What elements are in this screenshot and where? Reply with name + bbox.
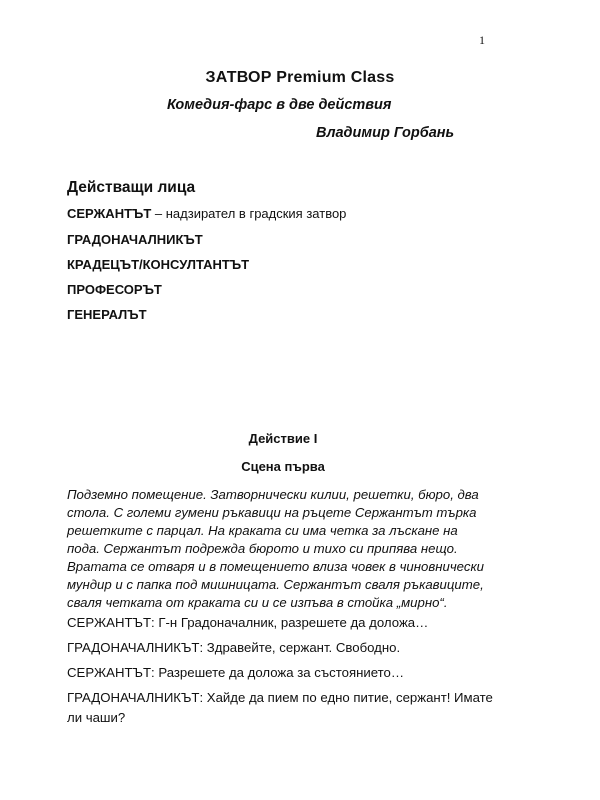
stage-direction (67, 486, 532, 612)
dialogue-line (67, 638, 537, 658)
cast-item (67, 307, 147, 322)
dialogue-line (67, 688, 537, 728)
cast-item (67, 206, 346, 221)
character-name: ГЕНЕРАЛЪТ (67, 307, 147, 322)
character-name: КРАДЕЦЪТ/КОНСУЛТАНТЪТ (67, 257, 250, 272)
cast-item (67, 257, 249, 272)
dialogue-line (67, 613, 537, 633)
dialogue-text: ли чаши? (67, 710, 126, 725)
play-subtitle: Комедия-фарс в две действия (167, 97, 392, 113)
stage-direction-line: решетките с парцал. На краката си има четка за лъскане на (67, 523, 458, 538)
cast-heading: Действащи лица (67, 179, 196, 196)
stage-direction-line: Подземно помещение. Затворнически килии, решетки, бюро, два (67, 487, 479, 502)
stage-direction-line: стола. С големи гумени ръкавици на ръцете Сержантът търка (67, 505, 477, 520)
author-name: Владимир Горбань (316, 125, 455, 141)
character-name: ГРАДОНАЧАЛНИКЪТ (67, 232, 203, 247)
character-description: – надзирател в градския затвор (151, 206, 347, 221)
cast-item (67, 282, 162, 297)
cast-item (67, 232, 203, 247)
stage-direction-line: пода. Сержантът подрежда бюрото и тихо си припява нещо. (67, 541, 458, 556)
dialogue-text: СЕРЖАНТЪТ: Разрешете да доложа за състоянието… (67, 665, 405, 680)
stage-direction-line: Вратата се отваря и в помещението влиза човек в чиновнически (67, 559, 485, 574)
dialogue-text: ГРАДОНАЧАЛНИКЪТ: Здравейте, сержант. Свободно. (67, 640, 401, 655)
dialogue-line (67, 663, 537, 683)
scene-heading: Сцена първа (241, 459, 325, 474)
act-heading: Действие І (248, 431, 318, 446)
play-title: ЗАТВОР Premium Class (205, 69, 395, 86)
stage-direction-line: сваля четката от краката си и се изпъва в стойка „мирно“. (67, 595, 448, 610)
dialogue-text: ГРАДОНАЧАЛНИКЪТ: Хайде да пием по едно питие, сержант! Имате (67, 690, 493, 705)
character-name: СЕРЖАНТЪТ (67, 206, 152, 221)
character-name: ПРОФЕСОРЪТ (67, 282, 162, 297)
dialogue-text: СЕРЖАНТЪТ: Г-н Градоначалник, разрешете да доложа… (67, 615, 429, 630)
stage-direction-line: мундир и с папка под мишницата. Сержантът сваля ръкавиците, (67, 577, 484, 592)
page-number: 1 (479, 33, 485, 47)
